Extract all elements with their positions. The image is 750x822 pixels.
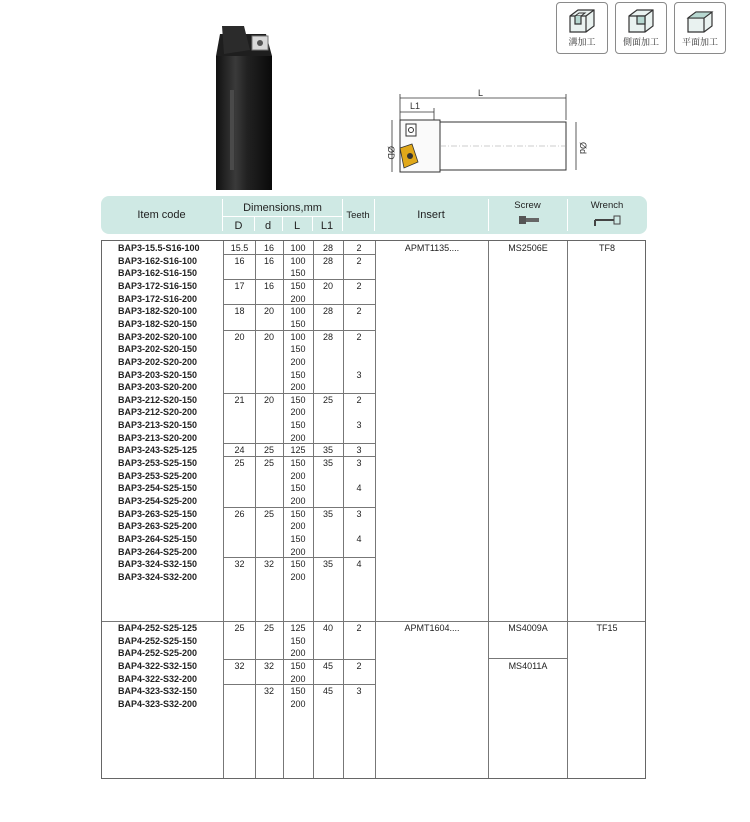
item-code-cell: BAP3-212-S20-150 (118, 394, 198, 405)
item-code-cell: BAP3-324-S32-200 (118, 571, 198, 582)
header-dimensions: Dimensions,mm (243, 202, 322, 214)
cell-d: 25 (263, 623, 274, 633)
item-code-cell: BAP3-15.5-S16-100 (118, 243, 200, 253)
item-code-cell: BAP4-252-S25-200 (118, 648, 198, 659)
cell-d: 18 (234, 306, 245, 317)
op-slot (556, 2, 608, 54)
cell-t: 2 (356, 394, 362, 405)
cell-d: 16 (263, 243, 274, 253)
cell-l: 100 (290, 255, 306, 266)
cell-d: 25 (263, 508, 274, 519)
cell-d: 32 (263, 686, 274, 697)
screw-group-2: MS4009A (508, 623, 548, 633)
cell-d: 20 (263, 306, 274, 317)
cell-l: 150 (290, 318, 306, 329)
header-teeth: Teeth (346, 210, 370, 221)
header-L: L (293, 220, 301, 232)
row-divider (224, 557, 376, 558)
item-code-cell: BAP3-202-S20-200 (118, 356, 198, 367)
item-code-cell: BAP3-254-S25-150 (118, 483, 198, 494)
cell-l: 100 (290, 331, 306, 342)
cell-t: 2 (356, 280, 362, 291)
cell-l1: 40 (322, 623, 333, 633)
cell-l: 200 (290, 648, 306, 659)
row-divider (224, 443, 376, 444)
cell-l: 100 (290, 243, 306, 253)
face-milling-icon (682, 6, 718, 36)
tool-dimension-drawing (370, 88, 600, 180)
wrench-group-2: TF15 (596, 623, 618, 633)
cell-d: 32 (234, 660, 245, 671)
dim-D-label: ØD (386, 146, 396, 160)
cell-l: 200 (290, 293, 306, 304)
screw-icon (517, 213, 541, 227)
cell-l1: 28 (322, 306, 333, 317)
row-divider (224, 254, 376, 255)
end-mill-photo (200, 20, 290, 190)
dim-d-label: Ød (578, 142, 588, 155)
cell-t: 3 (356, 508, 362, 519)
cell-l1: 28 (322, 331, 333, 342)
cell-d: 25 (263, 445, 274, 456)
cell-d: 32 (234, 559, 245, 570)
item-code-cell: BAP3-172-S16-200 (118, 293, 198, 304)
cell-d: 25 (234, 458, 245, 469)
cell-l1: 20 (322, 280, 333, 291)
op-side-label: 側面加工 (622, 37, 659, 47)
row-divider (224, 393, 376, 394)
cell-l: 200 (290, 571, 306, 582)
column-divider (313, 241, 314, 778)
cell-d: 20 (234, 331, 245, 342)
cell-l: 150 (290, 559, 306, 570)
cell-t: 4 (356, 483, 362, 494)
cell-l1: 35 (322, 445, 333, 456)
op-face-label: 平面加工 (681, 37, 718, 47)
cell-l: 150 (290, 508, 306, 519)
dim-L-label: L (478, 88, 484, 98)
op-face (674, 2, 726, 54)
cell-l: 200 (290, 432, 306, 443)
row-divider (224, 659, 376, 660)
item-code-cell: BAP3-212-S20-200 (118, 407, 198, 418)
cell-t: 2 (356, 243, 362, 253)
cell-l: 150 (290, 635, 306, 646)
side-milling-icon (623, 6, 659, 36)
header-d: d (264, 220, 272, 232)
table-header (101, 196, 647, 234)
cell-l: 200 (290, 407, 306, 418)
op-slot-label: 溝加工 (568, 37, 596, 47)
cell-l: 150 (290, 394, 306, 405)
item-code-cell: BAP3-243-S25-125 (118, 445, 198, 456)
cell-l: 150 (290, 483, 306, 494)
cell-l1: 28 (322, 255, 333, 266)
cell-d: 16 (234, 255, 245, 266)
dim-L1-label: L1 (410, 101, 421, 111)
cell-l: 200 (290, 673, 306, 684)
column-divider (283, 241, 284, 778)
cell-l: 150 (290, 458, 306, 469)
cell-l: 100 (290, 306, 306, 317)
cell-l: 200 (290, 382, 306, 393)
item-code-cell: BAP3-182-S20-150 (118, 318, 198, 329)
cell-d: 15.5 (230, 243, 249, 253)
item-code-cell: BAP3-202-S20-100 (118, 331, 198, 342)
item-code-cell: BAP3-264-S25-150 (118, 533, 198, 544)
cell-l1: 35 (322, 559, 333, 570)
cell-l: 150 (290, 268, 306, 279)
cell-l: 200 (290, 470, 306, 481)
cell-t: 2 (356, 255, 362, 266)
cell-t: 4 (356, 559, 362, 570)
item-code-cell: BAP4-322-S32-200 (118, 673, 198, 684)
cell-d: 24 (234, 445, 245, 456)
cell-l: 125 (290, 623, 306, 633)
cell-d: 17 (234, 280, 245, 291)
cell-d: 25 (234, 623, 245, 633)
item-code-cell: BAP3-324-S32-150 (118, 559, 198, 570)
row-divider (224, 456, 376, 457)
header-L1: L1 (320, 220, 334, 232)
cell-l: 200 (290, 356, 306, 367)
cell-l: 150 (290, 369, 306, 380)
slot-milling-icon (564, 6, 600, 36)
item-code-cell: BAP3-253-S25-200 (118, 470, 198, 481)
cell-t: 3 (356, 445, 362, 456)
cell-l: 150 (290, 533, 306, 544)
cell-l: 150 (290, 420, 306, 431)
cell-t: 2 (356, 306, 362, 317)
cell-t: 3 (356, 458, 362, 469)
cell-d: 21 (234, 394, 245, 405)
cell-l1: 45 (322, 660, 333, 671)
cell-l: 150 (290, 344, 306, 355)
column-divider (255, 241, 256, 778)
cell-t: 2 (356, 660, 362, 671)
cell-d: 16 (263, 280, 274, 291)
cell-l: 125 (290, 445, 306, 456)
cell-t: 3 (356, 686, 362, 697)
cell-d: 20 (263, 331, 274, 342)
cell-l: 150 (290, 660, 306, 671)
cell-t: 3 (356, 420, 362, 431)
cell-d: 25 (263, 458, 274, 469)
cell-l1: 45 (322, 686, 333, 697)
item-code-cell: BAP3-213-S20-200 (118, 432, 198, 443)
item-code-cell: BAP3-263-S25-200 (118, 521, 198, 532)
item-code-cell: BAP3-172-S16-150 (118, 280, 198, 291)
item-code-cell: BAP3-263-S25-150 (118, 508, 198, 519)
header-screw: Screw (514, 200, 541, 211)
cell-d: 32 (263, 660, 274, 671)
header-wrench: Wrench (590, 200, 624, 211)
cell-d: 32 (263, 559, 274, 570)
cell-l1: 35 (322, 508, 333, 519)
wrench-icon (592, 212, 624, 228)
item-code-cell: BAP4-252-S25-150 (118, 635, 198, 646)
cell-l: 150 (290, 280, 306, 291)
cell-l: 200 (290, 698, 306, 709)
header-insert: Insert (417, 209, 445, 221)
cell-d: 20 (263, 394, 274, 405)
cell-d: 26 (234, 508, 245, 519)
wrench-group-1: TF8 (598, 243, 615, 253)
item-code-cell: BAP3-162-S16-100 (118, 255, 198, 266)
insert-group-2: APMT1604.... (404, 623, 460, 633)
item-code-cell: BAP4-322-S32-150 (118, 660, 198, 671)
cell-l1: 35 (322, 458, 333, 469)
cell-d: 16 (263, 255, 274, 266)
item-code-cell: BAP4-323-S32-150 (118, 686, 198, 697)
op-side (615, 2, 667, 54)
item-code-cell: BAP3-162-S16-150 (118, 268, 198, 279)
row-divider (224, 279, 376, 280)
item-code-cell: BAP3-182-S20-100 (118, 306, 198, 317)
cell-l1: 25 (322, 394, 333, 405)
header-D: D (234, 220, 243, 232)
row-divider (224, 507, 376, 508)
item-code-cell: BAP3-254-S25-200 (118, 496, 198, 506)
product-table (101, 240, 646, 779)
cell-l1: 28 (322, 243, 333, 253)
item-code-cell: BAP3-253-S25-150 (118, 458, 198, 469)
screw-group-1: MS2506E (508, 243, 548, 253)
cell-t: 3 (356, 369, 362, 380)
item-code-cell: BAP4-252-S25-125 (118, 623, 198, 633)
item-code-cell: BAP3-202-S20-150 (118, 344, 198, 355)
cell-l: 200 (290, 496, 306, 506)
row-divider (224, 330, 376, 331)
row-divider (224, 304, 376, 305)
item-code-cell: BAP3-264-S25-200 (118, 546, 198, 557)
item-code-cell: BAP3-203-S20-150 (118, 369, 198, 380)
operation-icons (556, 2, 726, 54)
item-code-cell: BAP4-323-S32-200 (118, 698, 198, 709)
cell-t: 2 (356, 331, 362, 342)
cell-l: 150 (290, 686, 306, 697)
insert-group-1: APMT1135.... (404, 243, 460, 253)
cell-l: 200 (290, 546, 306, 557)
cell-t: 4 (356, 533, 362, 544)
header-item-code: Item code (137, 209, 186, 221)
cell-l: 200 (290, 521, 306, 532)
item-code-cell: BAP3-203-S20-200 (118, 382, 198, 393)
item-code-cell: BAP3-213-S20-150 (118, 420, 198, 431)
cell-t: 2 (356, 623, 362, 633)
screw-group-2b: MS4011A (508, 661, 548, 671)
row-divider (224, 684, 376, 685)
